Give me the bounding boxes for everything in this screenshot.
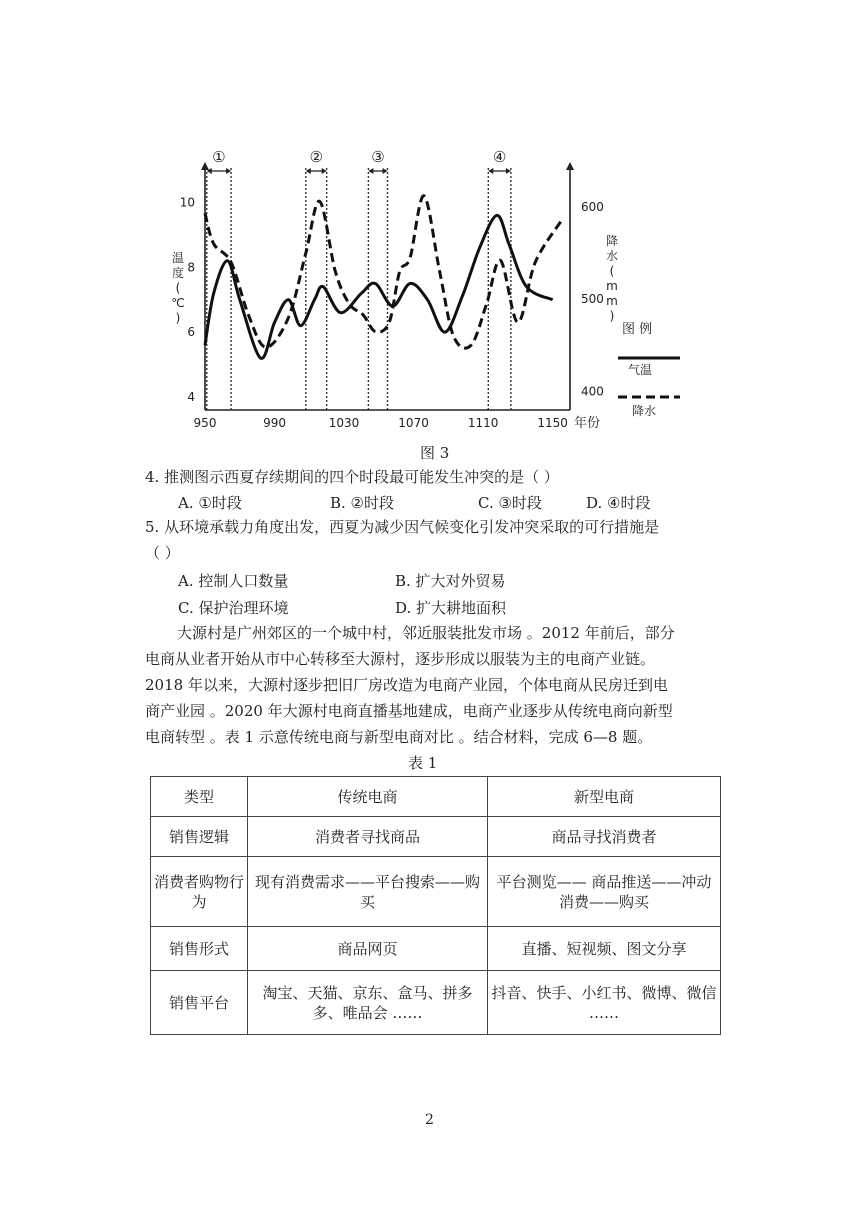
left-tick-label: 4 [187, 390, 195, 405]
table-row [151, 817, 721, 857]
table-row [151, 927, 721, 971]
row-label: 消费者购物行为 [151, 857, 248, 927]
left-tick-label: 10 [179, 195, 195, 210]
q4-option-c: C. ③时段 [478, 494, 542, 512]
legend-label-temperature: 气温 [628, 363, 653, 377]
row-label: 销售平台 [151, 971, 248, 1035]
right-axis-arrow-icon [566, 162, 574, 170]
x-tick-label: 1070 [398, 416, 429, 430]
table-row [151, 971, 721, 1035]
left-tick-label: 8 [187, 260, 195, 275]
table-cell: 直播、短视频、图文分享 [488, 927, 721, 971]
arrow-head-right-icon [506, 168, 511, 174]
table-caption: 表 1 [408, 754, 438, 772]
table-cell: 平台测览—— 商品推送——冲动消费——购买 [488, 857, 721, 927]
q5-option-c: C. 保护治理环境 [178, 599, 289, 617]
table-cell: 现有消费需求——平台搜索——购买 [248, 857, 488, 927]
period-label-4: ④ [492, 148, 507, 166]
q5-option-a: A. 控制人口数量 [178, 572, 289, 590]
arrow-head-right-icon [322, 168, 327, 174]
x-tick-label: 1110 [467, 416, 499, 430]
question-5-blank: （ ） [145, 544, 180, 562]
header-traditional: 传统电商 [248, 777, 488, 817]
table-header-row [151, 777, 721, 817]
figure-caption: 图 3 [420, 444, 450, 462]
question-4-stem: 4. 推测图示西夏存续期间的四个时段最可能发生冲突的是（ ） [145, 468, 559, 486]
chart-series [205, 196, 561, 359]
row-label: 销售形式 [151, 927, 248, 971]
right-tick-label: 600 [581, 199, 604, 214]
right-tick-label: 400 [581, 384, 604, 399]
q4-option-d: D. ④时段 [586, 494, 651, 512]
period-label-1: ① [212, 148, 226, 166]
question-5-stem: 5. 从环境承载力角度出发，西夏为减少因气候变化引发冲突采取的可行措施是 [145, 518, 660, 536]
arrow-head-left-icon [368, 168, 373, 174]
table-row [151, 857, 721, 927]
left-axis-title: 温度( ℃ ) [171, 251, 185, 325]
left-tick-label: 6 [187, 325, 195, 340]
period-label-3: ③ [371, 148, 385, 166]
arrow-head-right-icon [383, 168, 388, 174]
temperature-line [205, 215, 553, 358]
table-cell: 淘宝、天猫、京东、盒马、拼多多、唯品会 …… [248, 971, 488, 1035]
q4-option-a: A. ①时段 [178, 494, 242, 512]
precipitation-line [205, 196, 561, 348]
arrow-head-right-icon [226, 168, 231, 174]
legend-label-precipitation: 降水 [632, 404, 657, 418]
right-tick-label: 500 [581, 292, 604, 307]
x-tick-label: 1030 [328, 416, 360, 430]
passage-line-4: 商产业园 。2020 年大源村电商直播基地建成，电商产业逐步从传统电商向新型 [145, 702, 673, 720]
period-label-2: ② [309, 148, 323, 166]
climate-chart [0, 0, 860, 470]
q5-option-d: D. 扩大耕地面积 [395, 599, 507, 617]
legend-title: 图 例 [622, 322, 653, 337]
right-axis-title: 降水( m m ) [605, 234, 619, 323]
passage-line-3: 2018 年以来，大源村逐步把旧厂房改造为电商产业园，个体电商从民房迁到电 [145, 676, 668, 694]
arrow-head-left-icon [306, 168, 311, 174]
table-cell: 消费者寻找商品 [248, 817, 488, 857]
q4-option-b: B. ②时段 [330, 494, 395, 512]
passage-line-1: 大源村是广州郊区的一个城中村，邻近服装批发市场 。2012 年前后，部分 [177, 624, 675, 642]
chart-legend [618, 322, 680, 418]
x-tick-label: 990 [263, 416, 286, 430]
passage-line-2: 电商从业者开始从市中心转移至大源村，逐步形成以服装为主的电商产业链。 [145, 650, 656, 668]
x-axis-unit: 年份 [574, 416, 601, 431]
left-axis-arrow-icon [201, 162, 209, 170]
x-tick-label: 1150 [537, 416, 568, 430]
header-type: 类型 [151, 777, 248, 817]
q5-option-b: B. 扩大对外贸易 [395, 572, 506, 590]
ecommerce-comparison-table [150, 776, 721, 1035]
page-number: 2 [425, 1112, 434, 1128]
table-cell: 商品网页 [248, 927, 488, 971]
table-cell: 商品寻找消费者 [488, 817, 721, 857]
header-new: 新型电商 [488, 777, 721, 817]
row-label: 销售逻辑 [151, 817, 248, 857]
x-tick-label: 950 [193, 416, 217, 430]
period-markers [207, 148, 511, 412]
passage-line-5: 电商转型 。表 1 示意传统电商与新型电商对比 。结合材料，完成 6—8 题。 [145, 728, 653, 746]
arrow-head-left-icon [488, 168, 493, 174]
table-cell: 抖音、快手、小红书、微博、微信 …… [488, 971, 721, 1035]
